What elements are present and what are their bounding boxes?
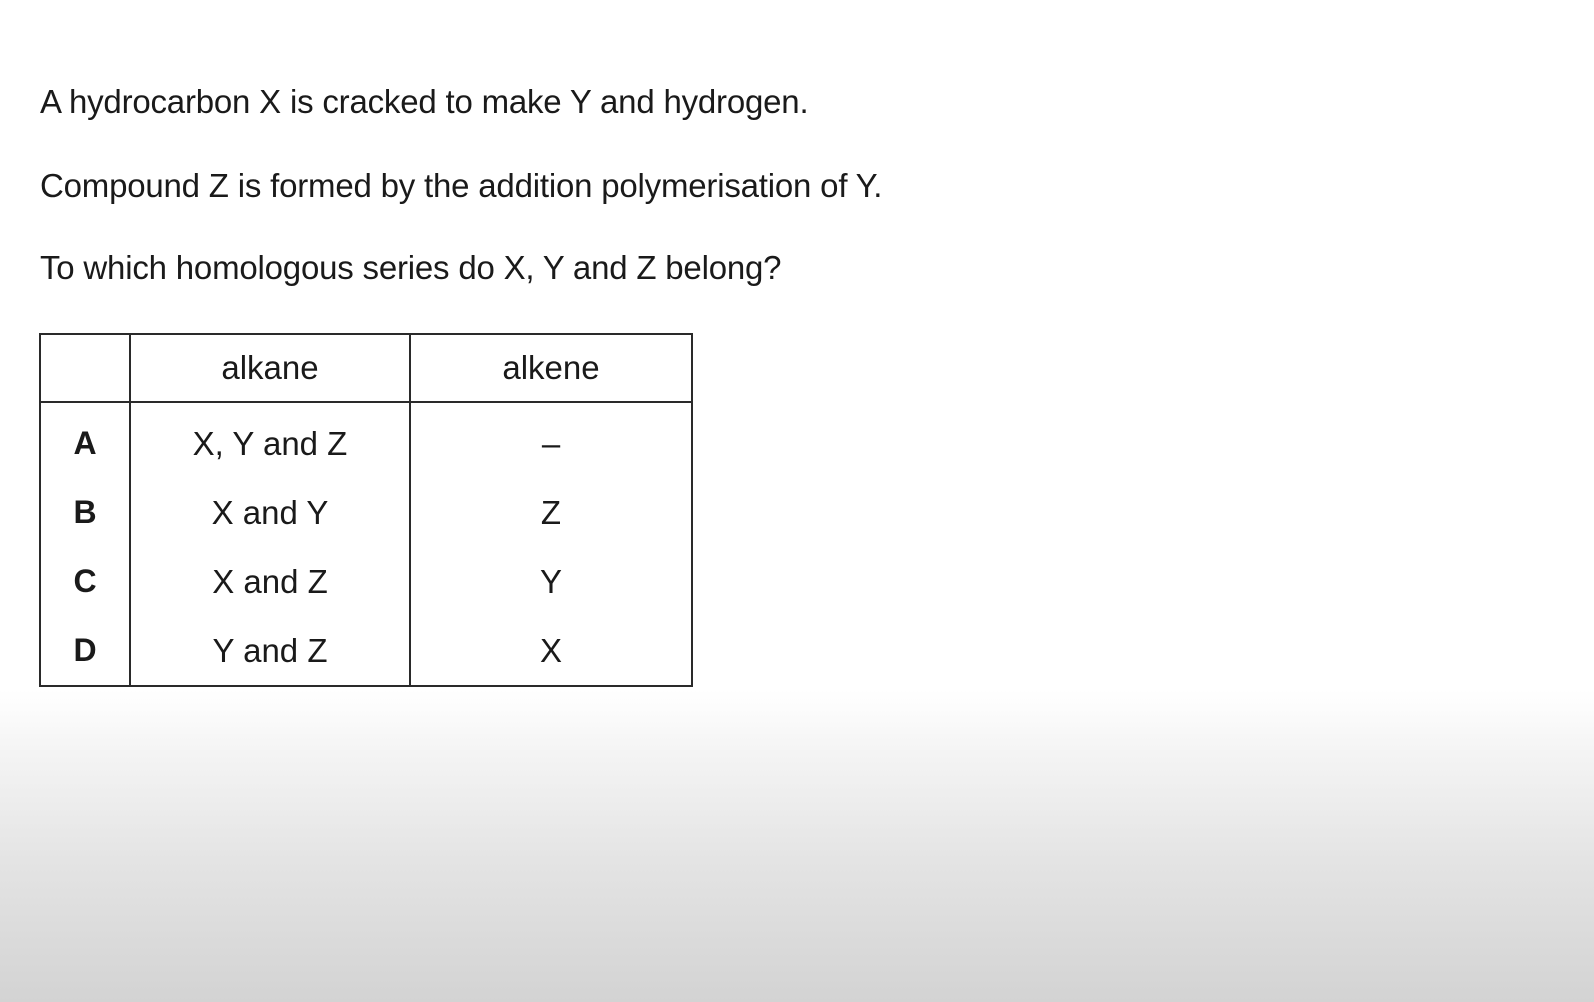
question-line-1: A hydrocarbon X is cracked to make Y and hydrogen. bbox=[40, 83, 809, 120]
option-letter[interactable]: C bbox=[40, 547, 130, 616]
header-alkene: alkene bbox=[410, 334, 692, 402]
alkene-cell: – bbox=[410, 402, 692, 478]
option-letter[interactable]: D bbox=[40, 616, 130, 686]
header-alkane: alkane bbox=[130, 334, 410, 402]
table-row[interactable] bbox=[40, 616, 692, 686]
alkane-cell: X and Y bbox=[130, 478, 410, 547]
option-letter[interactable]: B bbox=[40, 478, 130, 547]
header-option bbox=[40, 334, 130, 402]
question-line-3: To which homologous series do X, Y and Z belong? bbox=[40, 249, 782, 286]
option-letter[interactable]: A bbox=[40, 402, 130, 478]
table-row[interactable] bbox=[40, 402, 692, 478]
alkene-cell: Y bbox=[410, 547, 692, 616]
question-text bbox=[40, 82, 1240, 288]
alkane-cell: X, Y and Z bbox=[130, 402, 410, 478]
alkane-cell: Y and Z bbox=[130, 616, 410, 686]
table-header-row bbox=[40, 334, 692, 402]
answer-options-table bbox=[39, 333, 693, 687]
question-line-2: Compound Z is formed by the addition polymerisation of Y. bbox=[40, 167, 883, 204]
table-row[interactable] bbox=[40, 478, 692, 547]
alkane-cell: X and Z bbox=[130, 547, 410, 616]
alkene-cell: Z bbox=[410, 478, 692, 547]
alkene-cell: X bbox=[410, 616, 692, 686]
table-row[interactable] bbox=[40, 547, 692, 616]
